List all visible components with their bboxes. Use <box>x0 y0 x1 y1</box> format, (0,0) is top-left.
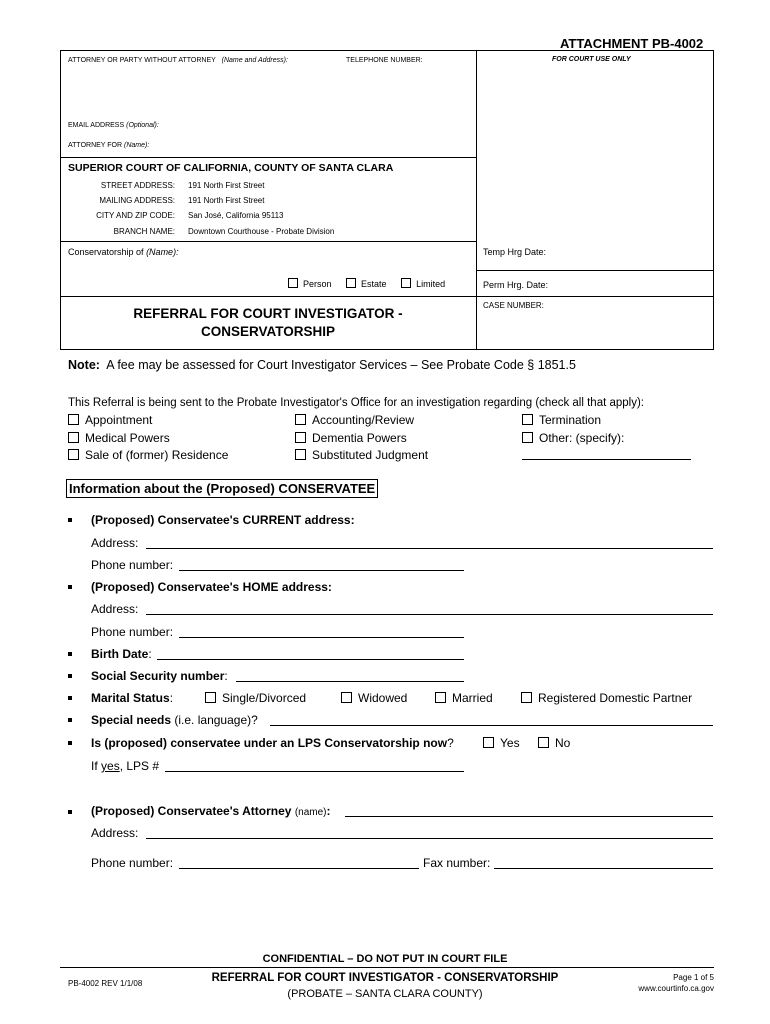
page-number: Page 1 of 5 <box>673 973 714 982</box>
checkbox-medical-powers[interactable]: Medical Powers <box>68 430 228 448</box>
court-use-label: FOR COURT USE ONLY <box>552 56 631 63</box>
checkbox-dementia-powers[interactable]: Dementia Powers <box>295 430 428 448</box>
home-phone-field[interactable] <box>179 637 464 638</box>
attorney-fax-label: Fax number: <box>423 856 491 870</box>
checkbox-person[interactable]: Person <box>288 279 332 289</box>
conservatorship-type-options <box>288 278 445 289</box>
checkbox-lps-yes[interactable]: Yes <box>483 736 520 750</box>
attorney-heading: (Proposed) Conservatee's Attorney (name): <box>91 804 331 818</box>
home-phone-label: Phone number: <box>91 625 174 639</box>
conservatee-heading: Information about the (Proposed) CONSERVATEE <box>66 479 378 498</box>
confidential-notice: CONFIDENTIAL – DO NOT PUT IN COURT FILE <box>262 953 508 965</box>
checkbox-estate[interactable]: Estate <box>346 279 387 289</box>
street-value: 191 North First Street <box>188 181 265 190</box>
referral-col1 <box>68 412 228 465</box>
attorney-fax-field[interactable] <box>494 868 713 869</box>
checkbox-married[interactable]: Married <box>435 691 493 705</box>
attorney-for-label: ATTORNEY FOR (Name): <box>68 142 150 149</box>
marital-status-label: Marital Status: <box>91 691 174 705</box>
home-address-label: Address: <box>91 602 139 616</box>
form-title: REFERRAL FOR COURT INVESTIGATOR - CONSERVATORSHIP <box>133 306 403 339</box>
birth-date-label: Birth Date: <box>91 647 152 661</box>
attorney-address-field[interactable] <box>146 838 713 839</box>
birth-date-field[interactable] <box>157 659 464 660</box>
current-address-label: Address: <box>91 536 139 550</box>
telephone-label: TELEPHONE NUMBER: <box>346 57 423 64</box>
checkbox-domestic-partner[interactable]: Registered Domestic Partner <box>521 691 692 705</box>
attorney-name-field[interactable] <box>345 816 713 817</box>
city-value: San José, California 95113 <box>188 211 284 220</box>
checkbox-single-divorced[interactable]: Single/Divorced <box>205 691 306 705</box>
attachment-id: ATTACHMENT PB-4002 <box>560 36 704 51</box>
mailing-label: MAILING ADDRESS: <box>99 196 175 205</box>
form-id: PB-4002 REV 1/1/08 <box>68 979 143 988</box>
temp-hrg-label: Temp Hrg Date: <box>483 247 547 257</box>
checkbox-lps-no[interactable]: No <box>538 736 570 750</box>
conservatorship-label: Conservatorship of (Name): <box>68 247 179 257</box>
email-label: EMAIL ADDRESS (Optional): <box>68 122 159 129</box>
checkbox-substituted-judgment[interactable]: Substituted Judgment <box>295 447 428 465</box>
attorney-phone-label: Phone number: <box>91 856 174 870</box>
caption-divider <box>476 50 477 350</box>
ssn-label: Social Security number: <box>91 669 228 683</box>
checkbox-accounting-review[interactable]: Accounting/Review <box>295 412 428 430</box>
fee-note: Note: A fee may be assessed for Court Investigator Services – See Probate Code § 1851.5 <box>68 358 576 372</box>
referral-col3 <box>522 412 624 447</box>
current-phone-label: Phone number: <box>91 558 174 572</box>
current-address-field[interactable] <box>146 548 713 549</box>
attorney-label: ATTORNEY OR PARTY WITHOUT ATTORNEY (Name and Address): <box>68 57 288 64</box>
special-needs-label: Special needs (i.e. language)? <box>91 713 258 727</box>
home-address-heading: (Proposed) Conservatee's HOME address: <box>91 580 332 594</box>
website-link[interactable]: www.courtinfo.ca.gov <box>638 984 714 993</box>
current-phone-field[interactable] <box>179 570 464 571</box>
checkbox-other[interactable]: Other: (specify): <box>522 430 624 448</box>
checkbox-widowed[interactable]: Widowed <box>341 691 407 705</box>
city-label: CITY AND ZIP CODE: <box>96 211 175 220</box>
branch-label: BRANCH NAME: <box>113 227 175 236</box>
branch-value: Downtown Courthouse - Probate Division <box>188 227 335 236</box>
checkbox-limited[interactable]: Limited <box>401 279 445 289</box>
mailing-value: 191 North First Street <box>188 196 265 205</box>
case-number-label: CASE NUMBER: <box>483 301 544 310</box>
attorney-phone-field[interactable] <box>179 868 419 869</box>
checkbox-appointment[interactable]: Appointment <box>68 412 228 430</box>
footer-title: REFERRAL FOR COURT INVESTIGATOR - CONSERVATORSHIP <box>211 972 559 984</box>
court-name: SUPERIOR COURT OF CALIFORNIA, COUNTY OF SANTA CLARA <box>68 162 394 174</box>
footer-rule <box>60 967 714 968</box>
current-address-heading: (Proposed) Conservatee's CURRENT address: <box>91 513 355 527</box>
referral-intro: This Referral is being sent to the Probate Investigator's Office for an investigation regarding (check all that apply): <box>68 397 645 409</box>
checkbox-termination[interactable]: Termination <box>522 412 624 430</box>
referral-col2 <box>295 412 428 465</box>
attorney-address-label: Address: <box>91 826 139 840</box>
perm-hrg-label: Perm Hrg. Date: <box>483 280 549 290</box>
other-specify-field[interactable] <box>522 459 691 460</box>
footer-subtitle: (PROBATE – SANTA CLARA COUNTY) <box>287 988 483 1000</box>
home-address-field[interactable] <box>146 614 713 615</box>
ssn-field[interactable] <box>236 681 464 682</box>
street-label: STREET ADDRESS: <box>100 181 175 190</box>
checkbox-sale-residence[interactable]: Sale of (former) Residence <box>68 447 228 465</box>
special-needs-field[interactable] <box>270 725 713 726</box>
lps-number-field[interactable] <box>165 771 464 772</box>
lps-question: Is (proposed) conservatee under an LPS Conservatorship now? <box>91 736 454 750</box>
lps-number-label: If yes, LPS # <box>91 759 160 773</box>
